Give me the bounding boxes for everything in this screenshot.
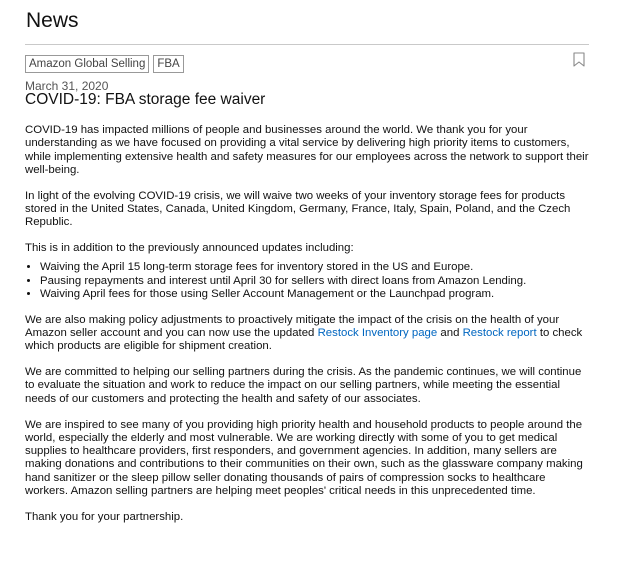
list-item: • Waiving April fees for those using Seller Account Management or the Launchpad program. [40,288,591,301]
paragraph-updates-lead: This is in addition to the previously announced updates including: [25,242,354,255]
paragraph-thanks: Thank you for your partnership. [25,510,184,523]
restock-report-link[interactable]: Restock report [462,327,537,340]
tag-fba[interactable]: FBA [153,55,183,73]
policy-text-middle: and [437,327,463,340]
policy-text-after: to check which products are eligible for shipment creation. [25,327,583,353]
paragraph-commitment: We are committed to helping our selling partners during the crisis. As the pandemic continues, we will continue to evaluate the situation and work to reduce the impact on our selling partners, while meeting the essential needs of our customers and protecting the health and safety of our associates. [25,366,582,405]
paragraph-policy [25,314,591,354]
policy-text-before: We are also making policy adjustments to proactively mitigate the impact of the crisis on the health of your Amazon seller account and you can now use the updated [25,313,560,340]
list-item: • Waiving the April 15 long-term storage fees for inventory stored in the US and Europe. [40,261,591,274]
page-title: News [26,9,79,32]
paragraph-inspired: We are inspired to see many of you providing high priority health and household products to people around the world, especially the elderly and most vulnerable. We are working directly with some of you to get medical supplies to healthcare providers, first responders, and government agencies. In addition, many sellers are making donations and contributions to their communities on their own, such as the glassware company making hand sanitizer or the sleep pillow seller donating thousands of pairs of compression socks to healthcare workers. Amazon selling partners are helping meet peoples' critical needs in this unprecedented time. [25,418,583,498]
paragraph-waiver: In light of the evolving COVID-19 crisis, we will waive two weeks of your inventory storage fees for products stored in the United States, Canada, United Kingdom, Germany, France, Italy, Spain, Poland, and the Czech Republic. [25,189,571,229]
article-body [25,124,591,537]
tag-amazon-global-selling[interactable]: Amazon Global Selling [25,55,149,73]
updates-list [25,261,591,301]
paragraph-intro: COVID-19 has impacted millions of people and businesses around the world. We thank you for your understanding as we have focused on providing a vital service by delivering high priority items to customers, while implementing extensive health and safety measures for our employees across the network to support their well-being. [25,124,589,176]
tag-list [25,55,184,73]
list-item: • Pausing repayments and interest until April 30 for sellers with direct loans from Amazon Lending. [40,275,591,288]
article-date: March 31, 2020 [25,79,109,93]
restock-inventory-link[interactable]: Restock Inventory page [317,327,438,340]
bookmark-icon[interactable] [573,52,585,67]
header-divider [25,44,589,45]
article-title: COVID-19: FBA storage fee waiver [25,91,266,108]
